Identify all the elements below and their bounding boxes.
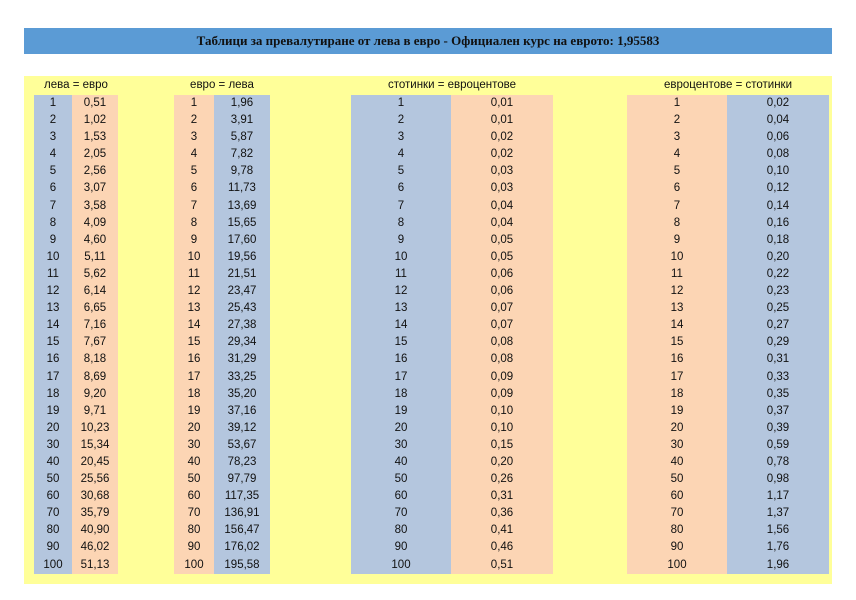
table-cell: 0,08 xyxy=(490,353,514,366)
table-cell: 1 xyxy=(673,97,681,109)
page-title: Таблици за превалутиране от лева в евро - Официален курс на еврото: 1,95583 xyxy=(24,28,832,54)
table-cell: 0,06 xyxy=(766,131,790,144)
table-cell: 0,01 xyxy=(490,114,514,127)
table-cell: 100 xyxy=(667,558,687,571)
table-cell: 8,69 xyxy=(83,370,107,383)
table-cell: 14 xyxy=(187,319,201,332)
table-cell: 7 xyxy=(49,199,57,212)
table-cell: 21,51 xyxy=(227,267,257,280)
table-cell: 30,68 xyxy=(80,490,110,503)
table-cell: 3,58 xyxy=(83,199,107,212)
column-evrocentove xyxy=(627,95,727,574)
table-cell: 50 xyxy=(46,473,60,486)
table-cell: 6 xyxy=(190,182,198,195)
table-cell: 8,18 xyxy=(83,353,107,366)
table-cell: 19 xyxy=(670,404,684,417)
table-cell: 12 xyxy=(187,285,201,298)
table-cell: 12 xyxy=(670,285,684,298)
table-cell: 0,29 xyxy=(766,336,790,349)
table-cell: 7 xyxy=(673,199,681,212)
table-cell: 80 xyxy=(187,524,201,537)
table-cell: 0,07 xyxy=(490,302,514,315)
table-cell: 40 xyxy=(187,455,201,468)
table-cell: 4 xyxy=(397,148,405,161)
table-cell: 10 xyxy=(394,250,408,263)
table-cell: 0,33 xyxy=(766,370,790,383)
table-cell: 12 xyxy=(394,285,408,298)
table-cell: 2 xyxy=(49,114,57,127)
table-cell: 1 xyxy=(190,97,198,109)
table-cell: 9 xyxy=(49,233,57,246)
table-cell: 117,35 xyxy=(224,490,260,503)
table-header: евро = лева xyxy=(190,79,254,91)
table-cell: 1,96 xyxy=(230,97,254,109)
table-cell: 4,60 xyxy=(83,233,107,246)
table-cell: 17 xyxy=(394,370,408,383)
table-cell: 0,18 xyxy=(766,233,790,246)
table-cell: 100 xyxy=(184,558,204,571)
table-header: стотинки = евроцентове xyxy=(387,79,517,91)
table-cell: 3 xyxy=(190,131,198,144)
table-cell: 0,12 xyxy=(766,182,790,195)
column-evro xyxy=(72,95,118,574)
table-cell: 90 xyxy=(187,541,201,554)
table-cell: 18 xyxy=(187,387,201,400)
table-cell: 0,10 xyxy=(766,165,790,178)
table-stotinki-evrocentove xyxy=(351,76,553,574)
table-cell: 20 xyxy=(46,421,60,434)
table-cell: 11 xyxy=(188,267,200,280)
table-cell: 5 xyxy=(49,165,57,178)
table-cell: 0,01 xyxy=(490,97,514,109)
table-cell: 1,96 xyxy=(766,558,790,571)
table-cell: 0,31 xyxy=(490,490,514,503)
table-cell: 0,23 xyxy=(766,285,790,298)
table-cell: 16 xyxy=(394,353,408,366)
table-cell: 4 xyxy=(49,148,57,161)
table-cell: 60 xyxy=(187,490,201,503)
table-cell: 5 xyxy=(190,165,198,178)
table-cell: 6 xyxy=(49,182,57,195)
table-cell: 19,56 xyxy=(227,250,257,263)
table-cell: 50 xyxy=(670,473,684,486)
table-cell: 13,69 xyxy=(227,199,257,212)
table-cell: 15 xyxy=(187,336,201,349)
table-cell: 13 xyxy=(394,302,408,315)
table-cell: 0,36 xyxy=(490,507,514,520)
table-cell: 27,38 xyxy=(227,319,257,332)
table-cell: 3 xyxy=(49,131,57,144)
table-cell: 195,58 xyxy=(224,558,260,571)
table-cell: 35,79 xyxy=(80,507,110,520)
table-cell: 14 xyxy=(670,319,684,332)
table-cell: 1 xyxy=(49,97,57,109)
table-cell: 70 xyxy=(187,507,201,520)
table-cell: 17 xyxy=(670,370,684,383)
table-cell: 60 xyxy=(394,490,408,503)
table-cell: 0,10 xyxy=(490,404,514,417)
table-cell: 0,51 xyxy=(83,97,107,109)
table-cell: 0,08 xyxy=(490,336,514,349)
table-cell: 10,23 xyxy=(80,421,110,434)
table-cell: 0,02 xyxy=(766,97,790,109)
table-cell: 5,11 xyxy=(84,250,106,263)
table-cell: 17 xyxy=(187,370,201,383)
table-cell: 40 xyxy=(394,455,408,468)
table-cell: 6,65 xyxy=(83,302,107,315)
table-cell: 60 xyxy=(670,490,684,503)
table-evrocentove-stotinki xyxy=(627,76,829,574)
table-cell: 0,25 xyxy=(766,302,790,315)
table-cell: 20 xyxy=(187,421,201,434)
table-cell: 19 xyxy=(46,404,60,417)
table-cell: 30 xyxy=(670,438,684,451)
table-cell: 50 xyxy=(187,473,201,486)
table-cell: 15,34 xyxy=(80,438,110,451)
table-cell: 0,20 xyxy=(766,250,790,263)
table-cell: 18 xyxy=(670,387,684,400)
table-cell: 0,31 xyxy=(766,353,790,366)
table-cell: 15,65 xyxy=(227,216,257,229)
table-cell: 20 xyxy=(670,421,684,434)
table-cell: 90 xyxy=(46,541,60,554)
table-cell: 0,05 xyxy=(490,233,514,246)
table-cell: 1,37 xyxy=(766,507,790,520)
table-cell: 4,09 xyxy=(83,216,107,229)
table-cell: 8 xyxy=(49,216,57,229)
table-cell: 10 xyxy=(46,250,60,263)
table-cell: 29,34 xyxy=(227,336,257,349)
table-cell: 0,04 xyxy=(766,114,790,127)
table-cell: 2,56 xyxy=(83,165,107,178)
table-cell: 0,37 xyxy=(766,404,790,417)
table-cell: 7,82 xyxy=(230,148,254,161)
table-header: лева = евро xyxy=(44,79,108,91)
table-cell: 39,12 xyxy=(227,421,257,434)
table-cell: 31,29 xyxy=(227,353,257,366)
table-cell: 20 xyxy=(394,421,408,434)
table-cell: 0,59 xyxy=(766,438,790,451)
table-cell: 136,91 xyxy=(224,507,260,520)
table-cell: 176,02 xyxy=(224,541,260,554)
table-cell: 10 xyxy=(670,250,684,263)
table-cell: 17 xyxy=(46,370,60,383)
table-cell: 0,10 xyxy=(490,421,514,434)
table-cell: 5,62 xyxy=(83,267,107,280)
table-cell: 8 xyxy=(673,216,681,229)
table-cell: 9,78 xyxy=(230,165,254,178)
table-cell: 9 xyxy=(190,233,198,246)
table-cell: 16 xyxy=(187,353,201,366)
table-cell: 80 xyxy=(394,524,408,537)
table-cell: 14 xyxy=(394,319,408,332)
table-cell: 3,07 xyxy=(83,182,107,195)
table-cell: 0,07 xyxy=(490,319,514,332)
conversion-sheet xyxy=(24,76,832,584)
table-cell: 15 xyxy=(670,336,684,349)
table-cell: 0,04 xyxy=(490,216,514,229)
table-cell: 0,05 xyxy=(490,250,514,263)
table-cell: 6 xyxy=(397,182,405,195)
table-cell: 53,67 xyxy=(227,438,257,451)
table-cell: 1,56 xyxy=(766,524,790,537)
table-cell: 46,02 xyxy=(80,541,110,554)
table-cell: 0,98 xyxy=(766,473,790,486)
table-cell: 90 xyxy=(394,541,408,554)
table-cell: 15 xyxy=(394,336,408,349)
table-cell: 0,03 xyxy=(490,182,514,195)
table-header: евроцентове = стотинки xyxy=(663,79,793,91)
table-cell: 11 xyxy=(671,267,683,280)
table-cell: 3 xyxy=(673,131,681,144)
table-cell: 37,16 xyxy=(227,404,257,417)
table-cell: 156,47 xyxy=(224,524,260,537)
table-cell: 80 xyxy=(46,524,60,537)
table-cell: 0,20 xyxy=(490,455,514,468)
column-leva xyxy=(214,95,270,574)
table-cell: 0,27 xyxy=(766,319,790,332)
table-cell: 40,90 xyxy=(80,524,110,537)
table-cell: 13 xyxy=(670,302,684,315)
table-cell: 70 xyxy=(46,507,60,520)
table-cell: 18 xyxy=(46,387,60,400)
table-cell: 23,47 xyxy=(227,285,257,298)
table-cell: 0,41 xyxy=(490,524,514,537)
table-cell: 0,06 xyxy=(490,267,514,280)
table-cell: 11,73 xyxy=(228,182,256,195)
column-evro xyxy=(174,95,214,574)
table-cell: 5 xyxy=(673,165,681,178)
table-cell: 50 xyxy=(394,473,408,486)
table-cell: 1,17 xyxy=(766,490,790,503)
table-cell: 6 xyxy=(673,182,681,195)
table-cell: 15 xyxy=(46,336,60,349)
table-cell: 5,87 xyxy=(230,131,254,144)
table-cell: 0,35 xyxy=(766,387,790,400)
table-cell: 9,71 xyxy=(83,404,107,417)
table-cell: 16 xyxy=(670,353,684,366)
table-cell: 2,05 xyxy=(83,148,107,161)
table-evro-leva xyxy=(174,76,270,574)
table-cell: 0,09 xyxy=(490,370,514,383)
table-cell: 4 xyxy=(673,148,681,161)
table-cell: 25,56 xyxy=(80,473,110,486)
table-cell: 9 xyxy=(673,233,681,246)
table-cell: 30 xyxy=(46,438,60,451)
table-cell: 80 xyxy=(670,524,684,537)
table-cell: 30 xyxy=(187,438,201,451)
table-cell: 17,60 xyxy=(227,233,257,246)
table-cell: 0,09 xyxy=(490,387,514,400)
table-cell: 14 xyxy=(46,319,60,332)
table-cell: 18 xyxy=(394,387,408,400)
table-cell: 19 xyxy=(187,404,201,417)
table-cell: 0,46 xyxy=(490,541,514,554)
table-leva-evro xyxy=(34,76,118,574)
table-cell: 2 xyxy=(190,114,198,127)
table-cell: 0,04 xyxy=(490,199,514,212)
table-cell: 0,22 xyxy=(766,267,790,280)
table-cell: 12 xyxy=(46,285,60,298)
table-cell: 5 xyxy=(397,165,405,178)
column-stotinki xyxy=(351,95,451,574)
table-cell: 90 xyxy=(670,541,684,554)
table-cell: 0,03 xyxy=(490,165,514,178)
column-leva xyxy=(34,95,72,574)
table-cell: 9 xyxy=(397,233,405,246)
table-cell: 35,20 xyxy=(227,387,257,400)
table-cell: 1,02 xyxy=(83,114,107,127)
table-cell: 0,26 xyxy=(490,473,514,486)
table-cell: 20,45 xyxy=(80,455,110,468)
table-cell: 7,67 xyxy=(83,336,107,349)
table-cell: 2 xyxy=(397,114,405,127)
table-cell: 13 xyxy=(46,302,60,315)
table-cell: 25,43 xyxy=(227,302,257,315)
table-cell: 1,53 xyxy=(83,131,107,144)
table-cell: 0,14 xyxy=(766,199,790,212)
table-cell: 3,91 xyxy=(230,114,254,127)
table-cell: 70 xyxy=(394,507,408,520)
table-cell: 0,02 xyxy=(490,131,514,144)
table-cell: 19 xyxy=(394,404,408,417)
table-cell: 33,25 xyxy=(227,370,257,383)
column-evrocentove xyxy=(451,95,553,574)
table-cell: 7,16 xyxy=(83,319,107,332)
table-cell: 60 xyxy=(46,490,60,503)
table-cell: 4 xyxy=(190,148,198,161)
table-cell: 6,14 xyxy=(83,285,107,298)
table-cell: 100 xyxy=(43,558,63,571)
table-cell: 0,15 xyxy=(490,438,514,451)
table-cell: 78,23 xyxy=(227,455,257,468)
table-cell: 11 xyxy=(395,267,407,280)
table-cell: 70 xyxy=(670,507,684,520)
table-cell: 30 xyxy=(394,438,408,451)
table-cell: 3 xyxy=(397,131,405,144)
table-cell: 13 xyxy=(187,302,201,315)
table-cell: 9,20 xyxy=(83,387,107,400)
table-cell: 10 xyxy=(187,250,201,263)
table-cell: 8 xyxy=(397,216,405,229)
table-cell: 100 xyxy=(391,558,411,571)
table-cell: 0,39 xyxy=(766,421,790,434)
table-cell: 1,76 xyxy=(766,541,790,554)
table-cell: 0,08 xyxy=(766,148,790,161)
table-cell: 0,78 xyxy=(766,455,790,468)
table-cell: 11 xyxy=(47,267,59,280)
table-cell: 40 xyxy=(670,455,684,468)
table-cell: 0,51 xyxy=(490,558,514,571)
table-cell: 7 xyxy=(397,199,405,212)
column-stotinki xyxy=(727,95,829,574)
table-cell: 16 xyxy=(46,353,60,366)
table-cell: 0,06 xyxy=(490,285,514,298)
table-cell: 0,16 xyxy=(766,216,790,229)
table-cell: 1 xyxy=(397,97,405,109)
table-cell: 0,02 xyxy=(490,148,514,161)
table-cell: 40 xyxy=(46,455,60,468)
table-cell: 8 xyxy=(190,216,198,229)
table-cell: 7 xyxy=(190,199,198,212)
table-cell: 2 xyxy=(673,114,681,127)
table-cell: 51,13 xyxy=(80,558,110,571)
table-cell: 97,79 xyxy=(227,473,257,486)
